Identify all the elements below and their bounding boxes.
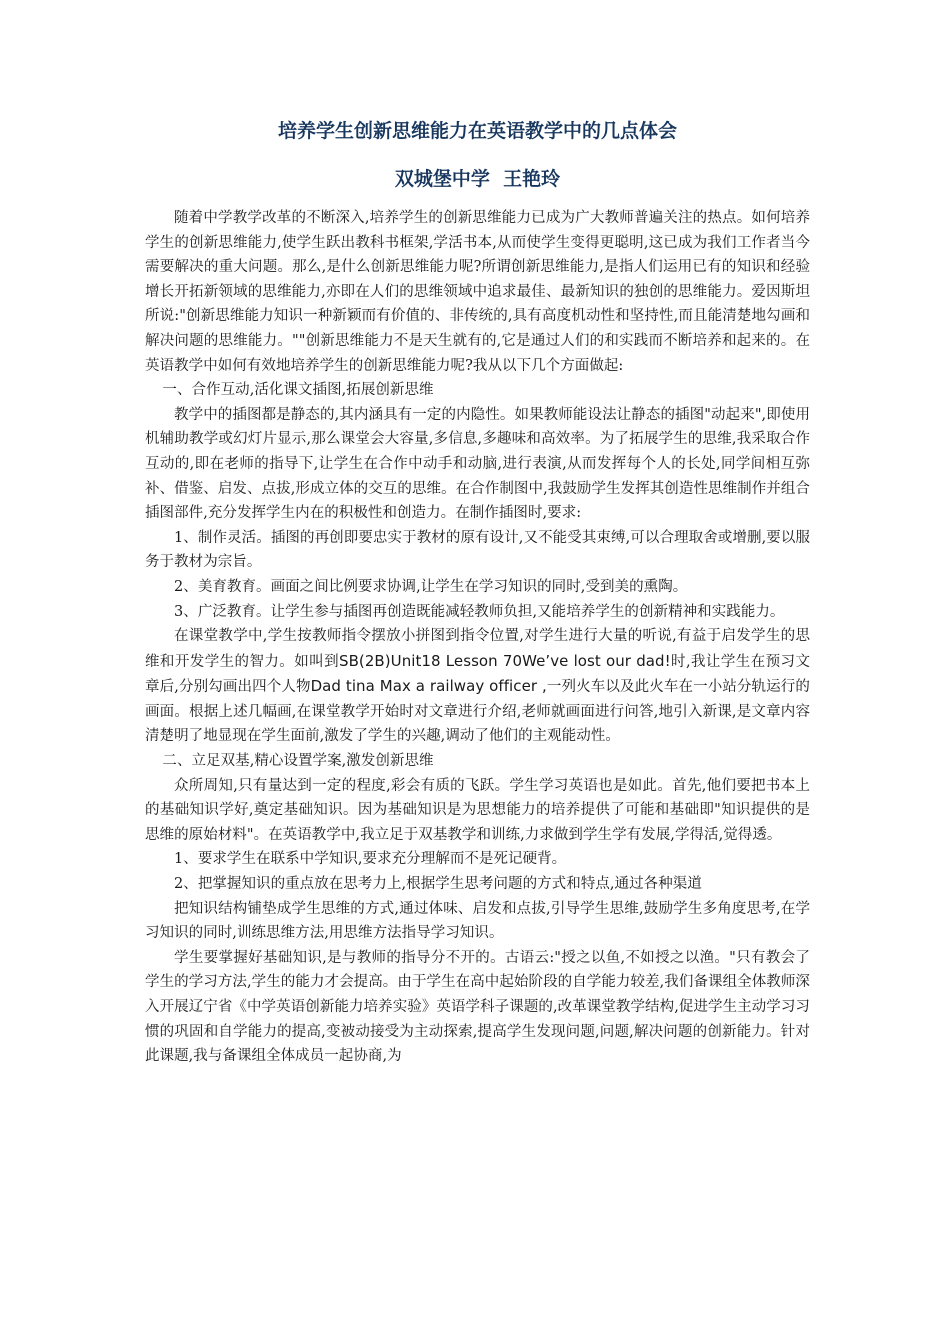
document-page [145, 118, 810, 1069]
paragraph-intro: 随着中学教学改革的不断深入,培养学生的创新思维能力已成为广大教师普遍关注的热点。如何培养学生的创新思维能力,使学生跃出教科书框架,学活书本,从而使学生变得更聪明,这已成为我们工作者当今需要解决的重大问题。那么,是什么创新思维能力呢?所谓创新思维能力,是指人们运用已有的知识和经验增长开拓新领域的思维能力,亦即在人们的思维领域中追求最佳、最新知识的独创的思维能力。爱因斯坦所说:"创新思维能力知识一种新颖而有价值的、非传统的,具有高度机动性和坚持性,而且能清楚地勾画和解决问题的思维能力。""创新思维能力不是天生就有的,它是通过人们的和实践而不断培养和起来的。在英语教学中如何有效地培养学生的创新思维能力呢?我从以下几个方面做起: [145, 210, 810, 374]
list-item-3: 3、广泛教育。让学生参与插图再创造既能减轻教师负担,又能培养学生的创新精神和实践能力。 [174, 603, 785, 620]
list-item-5: 2、把掌握知识的重点放在思考力上,根据学生思考问题的方式和特点,通过各种渠道 [174, 876, 702, 893]
list-item-1: 1、制作灵活。插图的再创即要忠实于教材的原有设计,又不能受其束缚,可以合理取舍或增删,要以服务于教材为宗旨。 [145, 529, 810, 571]
classroom-text-b: 时,我让学生在预习文章后,分别勾画出四个人物 [145, 653, 811, 696]
document-title: 培养学生创新思维能力在英语教学中的几点体会 [277, 120, 677, 142]
document-author: 双城堡中学 王艳玲 [394, 168, 561, 190]
list-item-2: 2、美育教育。画面之间比例要求协调,让学生在学习知识的同时,受到美的熏陶。 [174, 578, 688, 595]
lesson-reference: SB(2B)Unit18 Lesson 70We’ve lost our dad! [339, 651, 671, 670]
list-item-4: 1、要求学生在联系中学知识,要求充分理解而不是死记硬背。 [174, 851, 567, 868]
paragraph-illustration: 教学中的插图都是静态的,其内涵具有一定的内隐性。如果教师能设法让静态的插图"动起来",即使用机辅助教学或幻灯片显示,那么课堂会大容量,多信息,多趣味和高效率。为了拓展学生的思维,我采取合作互动的,即在老师的指导下,让学生在合作中动手和动脑,进行表演,从而发挥每个人的长处,同学间相互弥补、借鉴、启发、点拔,形成立体的交互的思维。在合作制图中,我鼓励学生发挥其创造性思维制作并组合插图部件,充分发挥学生内在的积极性和创造力。在制作插图时,要求: [145, 406, 810, 522]
character-names: Dad tina Max a railway officer , [310, 677, 547, 696]
paragraph-basics: 众所周知,只有量达到一定的程度,彩会有质的飞跃。学生学习英语也是如此。首先,他们要把书本上的基础知识学好,奠定基础知识。因为基础知识是为思想能力的培养提供了可能和基础即"知识提供的是思维的原始材料"。在英语教学中,我立足于双基教学和训练,力求做到学生学有发展,学得活,觉得透。 [145, 777, 810, 843]
document-body [145, 206, 810, 1069]
section-heading-1: 一、合作互动,活化课文插图,拓展创新思维 [162, 382, 434, 399]
paragraph-knowledge: 把知识结构铺垫成学生思维的方式,通过体味、启发和点拔,引导学生思维,鼓励学生多角度思考,在学习知识的同时,训练思维方法,用思维方法指导学习知识。 [145, 900, 810, 942]
section-heading-2: 二、立足双基,精心设置学案,激发创新思维 [162, 753, 434, 770]
paragraph-guidance: 学生要掌握好基础知识,是与教师的指导分不开的。古语云:"授之以鱼,不如授之以渔。"只有教会了学生的学习方法,学生的能力才会提高。由于学生在高中起始阶段的自学能力较差,我们备课组全体教师深入开展辽宁省《中学英语创新能力培养实验》英语学科子课题的,改革课堂教学结构,促进学生主动学习习惯的巩固和自学能力的提高,变被动接受为主动探索,提高学生发现问题,问题,解决问题的创新能力。针对此课题,我与备课组全体成员一起协商,为 [145, 949, 810, 1065]
paragraph-classroom [145, 624, 810, 749]
classroom-text-c: 一列火车以及此火车在一小站分轨运行的画面。根据上述几幅画,在课堂教学开始时对文章进行介绍,老师就画面进行问答,地引入新课,是文章内容清楚明了地显现在学生面前,激发了学生的兴趣,调动了他们的主观能动性。 [145, 679, 810, 745]
classroom-text-a: 在课堂教学中,学生按教师指令摆放小拼图到指令位置,对学生进行大量的听说,有益于启发学生的思维和开发学生的智力。如叫到 [145, 628, 810, 670]
